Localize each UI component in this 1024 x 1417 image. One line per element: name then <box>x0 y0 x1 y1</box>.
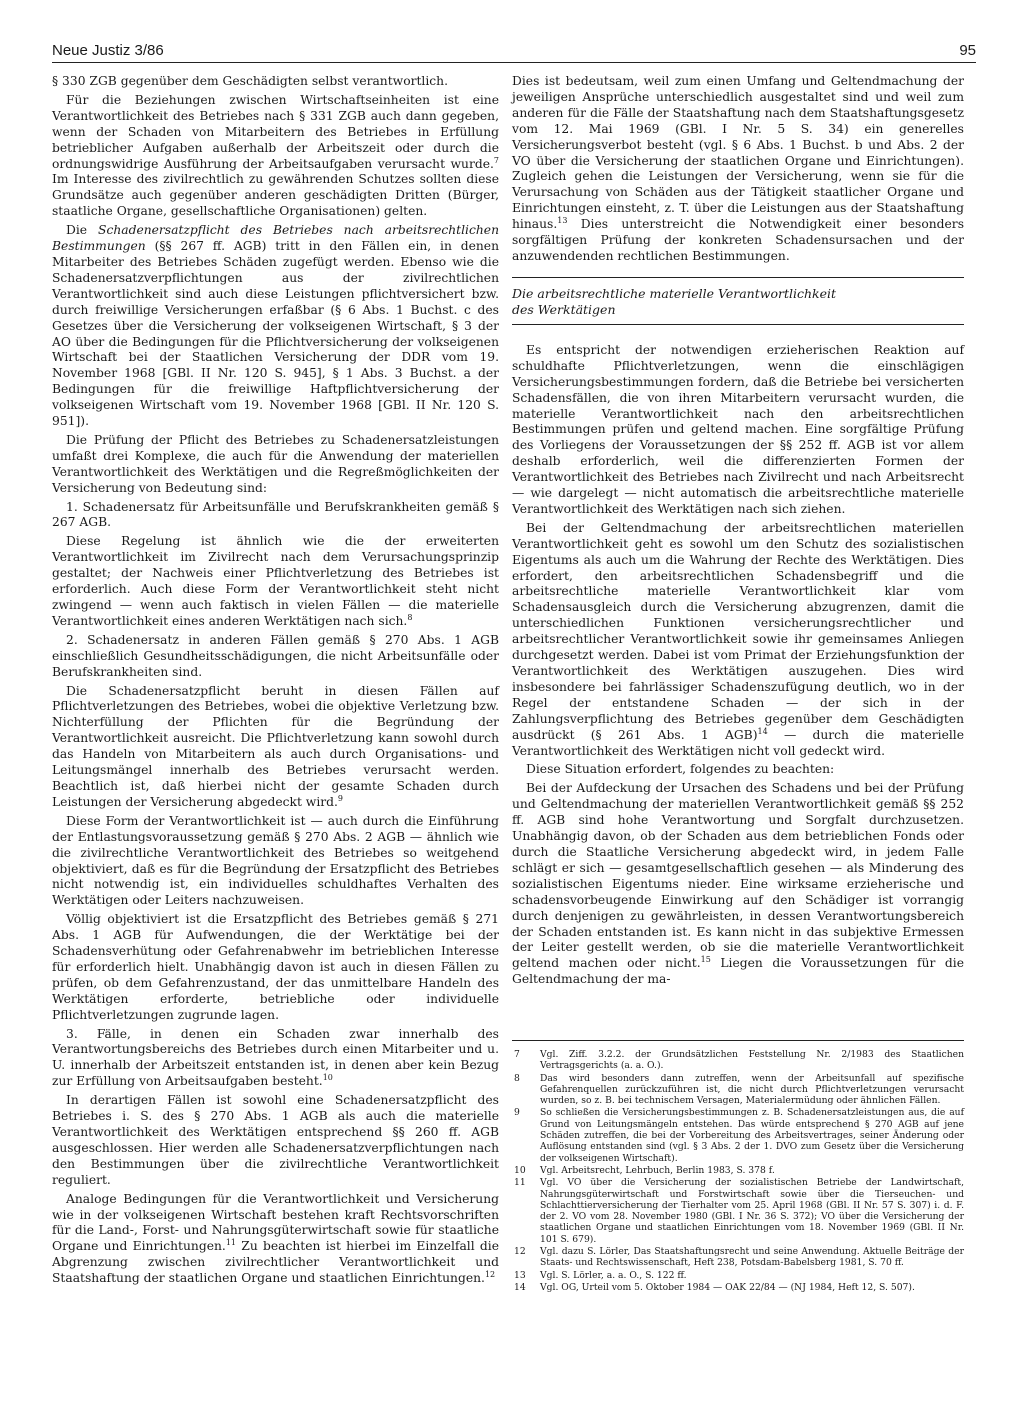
footnote-number: 10 <box>514 1164 526 1176</box>
footnote-number: 9 <box>514 1107 520 1119</box>
footnote-ref[interactable]: 8 <box>407 612 413 622</box>
footnote <box>512 1049 964 1072</box>
list-item: 1. Schadenersatz für Arbeitsunfälle und Berufskrankheiten gemäß § 267 AGB. <box>52 499 499 530</box>
footnote-ref[interactable]: 7 <box>493 155 499 165</box>
footnote-text: Vgl. Arbeitsrecht, Lehrbuch, Berlin 1983, S. 378 f. <box>540 1164 775 1176</box>
paragraph: Diese Form der Verantwortlichkeit ist — auch durch die Einführung der Entlastungsvoraussetzung gemäß § 270 Abs. 2 AGB — ähnlich wie die zivilrechtliche Verantwortlichkeit des Betriebes so weitgehend objektiviert, daß es für die Begründung der Ersatzpflicht des Betriebes nicht notwendig ist, ein individuelles schuldhaftes Verhalten des Werktätigen oder Leiters nachzuweisen. <box>52 813 499 908</box>
paragraph: Diese Regelung ist ähnlich wie die der erweiterten Verantwortlichkeit im Zivilrecht nach dem Verursachungsprinzip gestaltet; der Nachweis einer Pflichtverletzung des Betriebes ist erforderlich. Auch diese Form der Verantwortlichkeit steht nicht zwingend — wenn auch faktisch in vielen Fällen — die materielle Verantwortlichkeit eines anderen Werktätigen nach sich.$^8$ <box>52 534 499 628</box>
journal-issue: Neue Justiz 3/86 <box>52 42 164 59</box>
paragraph: Die Schadenersatzpflicht des Betriebes nach arbeitsrechtlichen Bestimmungen (§§ 267 ff. AGB) tritt in den Fällen ein, in denen Mitarbeiter des Betriebes Schäden zugefügt werden. Ebenso wie die Schadenersatzverpflichtungen aus der zivilrechtlichen Verantwortlichkeit sind auch diese Leistungen pflichtversichert bzw. durch freiwillige Versicherungen erfaßbar (§ 6 Abs. 1 Buchst. c des Gesetzes über die Versicherung der volkseigenen Wirtschaft, § 3 der AO über die Bedingungen für die Pflichtversicherung der volkseigenen Wirtschaft bei der Staatlichen Versicherung der DDR vom 19. November 1968 [GBl. II Nr. 120 S. 945], § 1 Abs. 3 Buchst. a der Bedingungen für die freiwillige Haftpflichtversicherung der volkseigenen Wirtschaft vom 19. November 1968 [GBl. II Nr. 120 S. 951]). <box>52 223 499 429</box>
paragraph: Für die Beziehungen zwischen Wirtschaftseinheiten ist eine Verantwortlichkeit des Betriebes nach § 331 ZGB auch dann gegeben, wenn der Schaden von Mitarbeitern des Betriebes in Erfüllung betrieblicher Aufgaben außerhalb der Arbeitszeit oder durch die ordnungswidrige Ausführung der Arbeitsaufgaben verursacht wurde.$^7$ Im Interesse des zivilrechtlich zu gewährenden Schutzes sollten diese Grundsätze auch gegenüber anderen geschädigten Dritten (Bürger, staatliche Organe, gesellschaftliche Organisationen) gelten. <box>52 92 499 219</box>
list-item: 2. Schadenersatz in anderen Fällen gemäß § 270 Abs. 1 AGB einschließlich Gesundheitsschädigungen, die nicht Arbeitsunfälle oder Berufskrankheiten sind. <box>52 632 499 679</box>
paragraph: Die Schadenersatzpflicht beruht in diesen Fällen auf Pflichtverletzungen des Betriebes, wobei die objektive Verletzung bzw. Nichterfüllung der Pflichten für die Begründung der Verantwortlichkeit ausreicht. Die Pflichtverletzung kann sowohl durch das Handeln von Mitarbeitern als auch durch Organisations- und Leitungsmängel innerhalb des Betriebes verursacht werden. Beachtlich ist, daß hierbei nicht der gesamte Schaden durch Leistungen der Versicherung abgedeckt wird.$^9$ <box>52 683 499 809</box>
paragraph: Bei der Aufdeckung der Ursachen des Schadens und bei der Prüfung und Geltendmachung der materiellen Verantwortlichkeit gemäß §§ 252 ff. AGB sind hohe Verantwortung und Sorgfalt durchzusetzen. Unabhängig davon, ob der Schaden aus dem betrieblichen Fonds oder durch die Staatliche Versicherung abgedeckt wird, in jedem Falle schlägt er sich — gesamtgesellschaftlich gesehen — als Minderung des sozialistischen Eigentums nieder. Eine wirksame erzieherische und schadensvorbeugende Einwirkung auf den Schädiger ist vorrangig durch denjenigen zu gewährleisten, in dessen Verantwortungsbereich der Schaden entstanden ist. Es kann nicht in das subjektive Ermessen der Leiter gestellt werden, ob sie die materielle Verantwortlichkeit geltend machen oder nicht.$^{15}$ Liegen die Voraussetzungen für die Geltendmachung der ma- <box>512 781 965 987</box>
paragraph: Bei der Geltendmachung der arbeitsrechtlichen materiellen Verantwortlichkeit geht es sowohl um den Schutz des sozialistischen Eigentums als auch um die Wahrung der Rechte des Werktätigen. Dies erfordert, den arbeitsrechtlichen Schadensbegriff und die arbeitsrechtliche materielle Verantwortlichkeit klar vom Schadensausgleich durch die Versicherung abzugrenzen, damit die unterschiedlichen Funktionen versicherungsrechtlicher und arbeitsrechtlicher Verantwortlichkeit sowie ihr gemeinsames Anliegen durchgesetzt werden. Dabei ist vom Primat der Erziehungsfunktion der Verantwortlichkeit des Werktätigen auszugehen. Dies wird insbesondere bei fahrlässiger Schadenszufügung deutlich, wo in der Regel der entstandene Schaden — der sich in der Zahlungsverpflichtung des Betriebes gegenüber dem Geschädigten ausdrückt (§ 261 Abs. 1 AGB)$^{14}$ — durch die materielle Verantwortlichkeit des Werktätigen nicht voll gedeckt wird. <box>512 520 964 758</box>
footnote-number: 12 <box>514 1246 526 1258</box>
page-number: 95 <box>959 42 976 59</box>
footnote-number: 14 <box>514 1281 526 1293</box>
paragraph: Völlig objektiviert ist die Ersatzpflicht des Betriebes gemäß § 271 Abs. 1 AGB für Aufwendungen, die der Werktätige bei der Schadensverhütung oder Gefahrenabwehr im betrieblichen Interesse für erforderlich hielt. Unabhängig davon ist auch in diesen Fällen zu prüfen, ob dem Gefahrenzustand, der das unmittelbare Handeln des Werktätigen erforderte, betriebliche oder individuelle Pflichtverletzungen zugrunde lagen. <box>52 912 499 1022</box>
footnote <box>512 1073 964 1107</box>
left-column <box>52 74 499 1290</box>
paragraph: Dies ist bedeutsam, weil zum einen Umfang und Geltendmachung der jeweiligen Ansprüche unterschiedlich ausgestaltet sind und weil zum anderen für die Fälle der Staatshaftung nach dem Staatshaftungsgesetz vom 12. Mai 1969 (GBl. I Nr. 5 S. 34) ein generelles Versicherungsverbot besteht (vgl. § 6 Abs. 1 Buchst. b und Abs. 2 der VO über die Versicherung der staatlichen Organe und Einrichtungen). Zugleich gehen die Leistungen der Versicherung, wenn sie für die Verursachung von Schäden aus der Tätigkeit staatlicher Organe und Einrichtungen einsteht, z. T. über die Leistungen aus der Staatshaftung hinaus.$^{13}$ Dies unterstreicht die Notwendigkeit einer besonders sorgfältigen Prüfung der konkreten Schadensursachen und der anzuwendenden rechtlichen Bestimmungen. <box>512 74 964 263</box>
footnote-ref[interactable]: 13 <box>557 216 568 226</box>
footnote-text: Vgl. S. Lörler, a. a. O., S. 122 ff. <box>540 1269 687 1281</box>
footnote <box>512 1270 964 1281</box>
footnote <box>512 1107 964 1163</box>
footnote-number: 8 <box>514 1072 520 1084</box>
page-header <box>52 40 976 63</box>
footnote-text: Das wird besonders dann zutreffen, wenn der Arbeitsunfall auf spezifische Gefahrenquellen zurückzuführen ist, die nicht durch Pflichtverletzungen verursacht wurden, so z. B. bei technischem Versagen, Materialermüdung oder ähnlichen Fällen. <box>540 1072 964 1107</box>
footnote <box>512 1246 964 1269</box>
footnote-ref[interactable]: 14 <box>757 726 768 736</box>
footnote-ref[interactable]: 15 <box>700 955 711 965</box>
paragraph: Die Prüfung der Pflicht des Betriebes zu Schadenersatzleistungen umfaßt drei Komplexe, die auch für die Anwendung der materiellen Verantwortlichkeit des Werktätigen und die Regreßmöglichkeiten der Versicherung von Bedeutung sind: <box>52 432 499 495</box>
footnote-text: Vgl. dazu S. Lörler, Das Staatshaftungsrecht und seine Anwendung. Aktuelle Beiträge der Staats- und Rechtswissenschaft, Heft 238, Potsdam-Babelsberg 1981, S. 70 ff. <box>540 1246 964 1269</box>
footnote <box>512 1282 964 1293</box>
paragraph: Es entspricht der notwendigen erzieherischen Reaktion auf schuldhafte Pflichtverletzungen, wenn die einschlägigen Versicherungsbestimmungen fordern, daß die Betriebe bei versicherten Schadensfällen, die von ihren Mitarbeitern verursacht wurden, die materielle Verantwortlichkeit nach den arbeitsrechtlichen Bestimmungen prüfen und geltend machen. Eine sorgfältige Prüfung des Vorliegens der Voraussetzungen der §§ 252 ff. AGB ist vor allem deshalb erforderlich, weil die differenzierten Formen der Verantwortlichkeit des Betriebes nach Zivilrecht und nach Arbeitsrecht — wie dargelegt — nicht automatisch die arbeitsrechtliche materielle Verantwortlichkeit des Werktätigen nach sich ziehen. <box>512 342 964 516</box>
footnote <box>512 1177 964 1245</box>
footnote-text: Vgl. VO über die Versicherung der sozialistischen Betriebe der Landwirtschaft, Nahrungsgüterwirtschaft und Forstwirtschaft sowie über die Tierseuchen- und Schlachttierversicherung der Tierhalter vom 25. April 1968 (GBl. II Nr. 57 S. 307) i. d. F. der 2. VO vom 28. November 1980 (GBl. I Nr. 36 S. 372); VO über die Versicherung der staatlichen Organe und staatlichen Einrichtungen vom 18. November 1969 (GBl. II Nr. 101 S. 679). <box>540 1177 964 1245</box>
footnotes <box>512 1040 964 1294</box>
section-heading-line: des Werktätigen <box>512 301 616 317</box>
paragraph: § 330 ZGB gegenüber dem Geschädigten selbst verantwortlich. <box>52 74 448 88</box>
section-heading <box>512 277 964 325</box>
section-heading-line: Die arbeitsrechtliche materielle Verantwortlichkeit <box>512 285 837 301</box>
footnote-ref[interactable]: 10 <box>322 1073 333 1083</box>
emphasis: Schadenersatzpflicht des Betriebes nach arbeitsrechtlichen Bestimmungen <box>52 223 499 254</box>
footnote-ref[interactable]: 11 <box>225 1238 237 1248</box>
footnote-text: Vgl. OG, Urteil vom 5. Oktober 1984 — OAK 22/84 — (NJ 1984, Heft 12, S. 507). <box>540 1281 915 1293</box>
footnote-number: 13 <box>514 1269 526 1281</box>
footnote-number: 11 <box>514 1177 526 1189</box>
paragraph: Analoge Bedingungen für die Verantwortlichkeit und Versicherung wie in der volkseigenen Wirtschaft bestehen kraft Rechtsvorschriften für die Land-, Forst- und Nahrungsgüterwirtschaft sowie für staatliche Organe und Einrichtungen.$^{11}$ Zu beachten ist hierbei im Einzelfall die Abgrenzung zwischen zivilrechtlicher Verantwortlichkeit und Staatshaftung der staatlichen Organe und staatlichen Einrichtungen.$^{12}$ <box>52 1191 500 1286</box>
paragraph: In derartigen Fällen ist sowohl eine Schadenersatzpflicht des Betriebes i. S. des § 270 Abs. 1 AGB als auch die materielle Verantwortlichkeit des Werktätigen entsprechend §§ 260 ff. AGB ausgeschlossen. Hier werden alle Schadenersatzverpflichtungen nach den Bestimmungen über die zivilrechtliche Verantwortlichkeit reguliert. <box>52 1093 499 1187</box>
list-item: 3. Fälle, in denen ein Schaden zwar innerhalb des Verantwortungsbereichs des Betriebes durch einen Mitarbeiter und u. U. innerhalb der Arbeitszeit entstanden ist, in denen aber kein Bezug zur Erfüllung von Arbeitsaufgaben besteht.$^{10}$ <box>52 1026 499 1089</box>
right-column <box>512 74 964 991</box>
footnote-text: Vgl. Ziff. 3.2.2. der Grundsätzlichen Feststellung Nr. 2/1983 des Staatlichen Vertragsgerichts (a. a. O.). <box>540 1049 964 1072</box>
paragraph: Diese Situation erfordert, folgendes zu beachten: <box>526 762 835 777</box>
footnote-number: 7 <box>514 1049 520 1060</box>
footnote-ref[interactable]: 12 <box>484 1270 496 1280</box>
footnote-text: So schließen die Versicherungsbestimmungen z. B. Schadenersatzleistungen aus, die auf Grund von Leitungsmängeln entstehen. Das würde entsprechend § 270 AGB auf jene Schäden zutreffen, die bei der Vorbereitung des Arbeitsvertrages, seiner Änderung oder Auflösung entstanden sind (vgl. § 3 Abs. 2 der 1. DVO zum Gesetz über die Versicherung der volkseigenen Wirtschaft). <box>540 1107 964 1164</box>
footnote-ref[interactable]: 9 <box>337 793 344 803</box>
footnote <box>512 1165 964 1176</box>
